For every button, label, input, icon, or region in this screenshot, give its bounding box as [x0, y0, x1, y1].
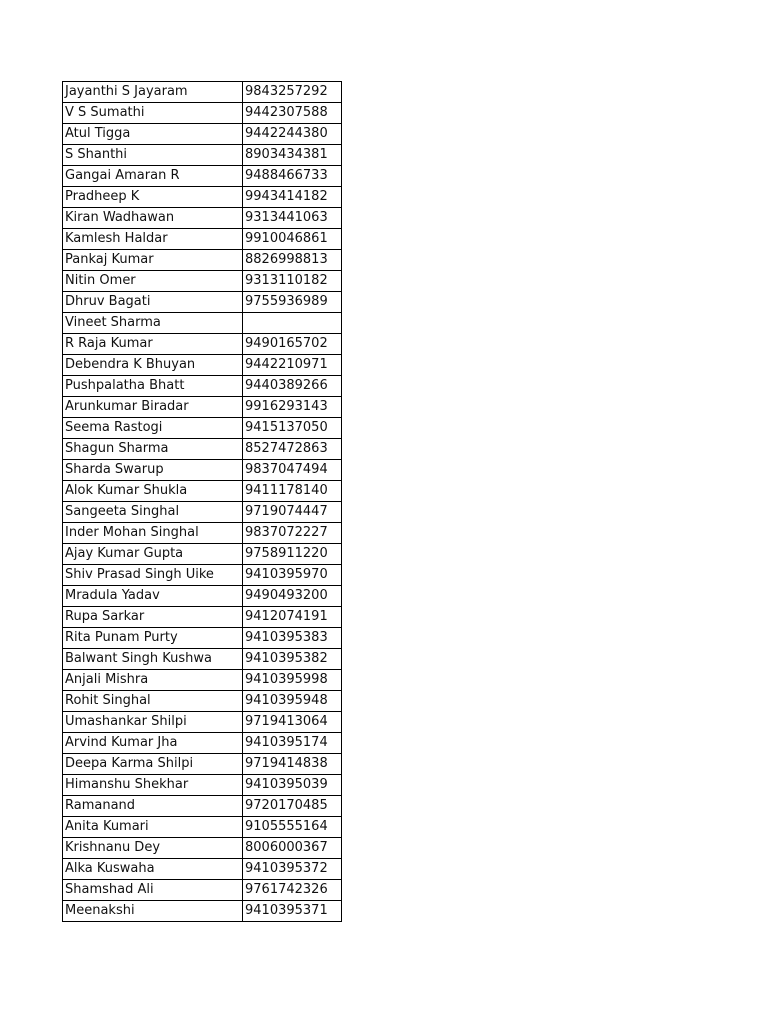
- contact-name-cell: Kiran Wadhawan: [63, 208, 243, 229]
- contact-phone-cell: 9410395383: [243, 628, 342, 649]
- contact-phone-cell: 9415137050: [243, 418, 342, 439]
- contact-name-cell: S Shanthi: [63, 145, 243, 166]
- contact-phone-cell: 9412074191: [243, 607, 342, 628]
- contact-phone-cell: 9837072227: [243, 523, 342, 544]
- table-row: [63, 334, 342, 355]
- contact-name-cell: Arunkumar Biradar: [63, 397, 243, 418]
- contact-phone-cell: 9488466733: [243, 166, 342, 187]
- table-row: [63, 250, 342, 271]
- table-row: [63, 355, 342, 376]
- contact-phone-cell: 9442210971: [243, 355, 342, 376]
- contact-phone-cell: 9916293143: [243, 397, 342, 418]
- contact-name-cell: Shiv Prasad Singh Uike: [63, 565, 243, 586]
- table-row: [63, 145, 342, 166]
- contact-phone-cell: 8826998813: [243, 250, 342, 271]
- contact-phone-cell: 9440389266: [243, 376, 342, 397]
- table-row: [63, 565, 342, 586]
- contact-name-cell: Pradheep K: [63, 187, 243, 208]
- contact-name-cell: Seema Rastogi: [63, 418, 243, 439]
- contact-name-cell: Arvind Kumar Jha: [63, 733, 243, 754]
- contact-name-cell: Krishnanu Dey: [63, 838, 243, 859]
- contact-phone-cell: 9910046861: [243, 229, 342, 250]
- contact-name-cell: Sharda Swarup: [63, 460, 243, 481]
- contact-name-cell: Alka Kuswaha: [63, 859, 243, 880]
- table-row: [63, 859, 342, 880]
- contact-name-cell: Rupa Sarkar: [63, 607, 243, 628]
- contact-name-cell: Mradula Yadav: [63, 586, 243, 607]
- contact-phone-cell: 9490165702: [243, 334, 342, 355]
- contact-phone-cell: 9719414838: [243, 754, 342, 775]
- table-row: [63, 313, 342, 334]
- contact-name-cell: R Raja Kumar: [63, 334, 243, 355]
- contact-phone-cell: 9719413064: [243, 712, 342, 733]
- table-row: [63, 208, 342, 229]
- table-row: [63, 901, 342, 922]
- contact-table: [62, 81, 342, 922]
- table-row: [63, 502, 342, 523]
- contact-name-cell: Dhruv Bagati: [63, 292, 243, 313]
- contact-name-cell: Meenakshi: [63, 901, 243, 922]
- contact-phone-cell: 9411178140: [243, 481, 342, 502]
- contact-phone-cell: 8527472863: [243, 439, 342, 460]
- contact-name-cell: Ramanand: [63, 796, 243, 817]
- contact-phone-cell: 9758911220: [243, 544, 342, 565]
- contact-phone-cell: 9410395372: [243, 859, 342, 880]
- table-row: [63, 796, 342, 817]
- contact-phone-cell: 9410395948: [243, 691, 342, 712]
- contact-name-cell: Kamlesh Haldar: [63, 229, 243, 250]
- contact-phone-cell: 9843257292: [243, 82, 342, 103]
- contact-name-cell: Alok Kumar Shukla: [63, 481, 243, 502]
- table-row: [63, 187, 342, 208]
- contact-name-cell: Atul Tigga: [63, 124, 243, 145]
- contact-name-cell: Sangeeta Singhal: [63, 502, 243, 523]
- contact-phone-cell: 9442244380: [243, 124, 342, 145]
- contact-name-cell: Himanshu Shekhar: [63, 775, 243, 796]
- table-row: [63, 607, 342, 628]
- contact-name-cell: V S Sumathi: [63, 103, 243, 124]
- table-row: [63, 523, 342, 544]
- contact-phone-cell: 9719074447: [243, 502, 342, 523]
- contact-phone-cell: 9313110182: [243, 271, 342, 292]
- contact-name-cell: Debendra K Bhuyan: [63, 355, 243, 376]
- table-row: [63, 733, 342, 754]
- table-row: [63, 691, 342, 712]
- contact-phone-cell: 9410395998: [243, 670, 342, 691]
- table-row: [63, 649, 342, 670]
- table-row: [63, 229, 342, 250]
- table-row: [63, 271, 342, 292]
- contact-name-cell: Nitin Omer: [63, 271, 243, 292]
- contact-phone-cell: 9410395382: [243, 649, 342, 670]
- table-row: [63, 292, 342, 313]
- contact-name-cell: Pushpalatha Bhatt: [63, 376, 243, 397]
- contact-phone-cell: 9490493200: [243, 586, 342, 607]
- table-row: [63, 376, 342, 397]
- table-row: [63, 880, 342, 901]
- contact-name-cell: Deepa Karma Shilpi: [63, 754, 243, 775]
- contact-phone-cell: 9720170485: [243, 796, 342, 817]
- table-row: [63, 775, 342, 796]
- contact-name-cell: Umashankar Shilpi: [63, 712, 243, 733]
- contact-phone-cell: 9755936989: [243, 292, 342, 313]
- contact-table-body: [63, 82, 342, 922]
- table-row: [63, 397, 342, 418]
- contact-phone-cell: 9105555164: [243, 817, 342, 838]
- contact-name-cell: Rohit Singhal: [63, 691, 243, 712]
- contact-phone-cell: 9410395371: [243, 901, 342, 922]
- contact-phone-cell: 9410395174: [243, 733, 342, 754]
- table-row: [63, 628, 342, 649]
- contact-phone-cell: 9313441063: [243, 208, 342, 229]
- contact-name-cell: Anjali Mishra: [63, 670, 243, 691]
- table-row: [63, 439, 342, 460]
- table-row: [63, 670, 342, 691]
- table-row: [63, 817, 342, 838]
- contact-name-cell: Inder Mohan Singhal: [63, 523, 243, 544]
- table-row: [63, 418, 342, 439]
- table-row: [63, 838, 342, 859]
- contact-name-cell: Shagun Sharma: [63, 439, 243, 460]
- table-row: [63, 82, 342, 103]
- contact-name-cell: Shamshad Ali: [63, 880, 243, 901]
- table-row: [63, 166, 342, 187]
- contact-name-cell: Vineet Sharma: [63, 313, 243, 334]
- table-row: [63, 712, 342, 733]
- contact-name-cell: Gangai Amaran R: [63, 166, 243, 187]
- contact-name-cell: Ajay Kumar Gupta: [63, 544, 243, 565]
- contact-phone-cell: 9410395039: [243, 775, 342, 796]
- contact-phone-cell: 9761742326: [243, 880, 342, 901]
- contact-phone-cell: 8903434381: [243, 145, 342, 166]
- contact-name-cell: Anita Kumari: [63, 817, 243, 838]
- table-row: [63, 124, 342, 145]
- table-row: [63, 103, 342, 124]
- contact-name-cell: Pankaj Kumar: [63, 250, 243, 271]
- contact-name-cell: Jayanthi S Jayaram: [63, 82, 243, 103]
- table-row: [63, 754, 342, 775]
- contact-phone-cell: 9442307588: [243, 103, 342, 124]
- contact-phone-cell: [243, 313, 342, 334]
- table-row: [63, 481, 342, 502]
- contact-phone-cell: 9943414182: [243, 187, 342, 208]
- table-row: [63, 544, 342, 565]
- contact-name-cell: Rita Punam Purty: [63, 628, 243, 649]
- contact-phone-cell: 8006000367: [243, 838, 342, 859]
- contact-name-cell: Balwant Singh Kushwa: [63, 649, 243, 670]
- contact-phone-cell: 9410395970: [243, 565, 342, 586]
- table-row: [63, 460, 342, 481]
- table-row: [63, 586, 342, 607]
- contact-phone-cell: 9837047494: [243, 460, 342, 481]
